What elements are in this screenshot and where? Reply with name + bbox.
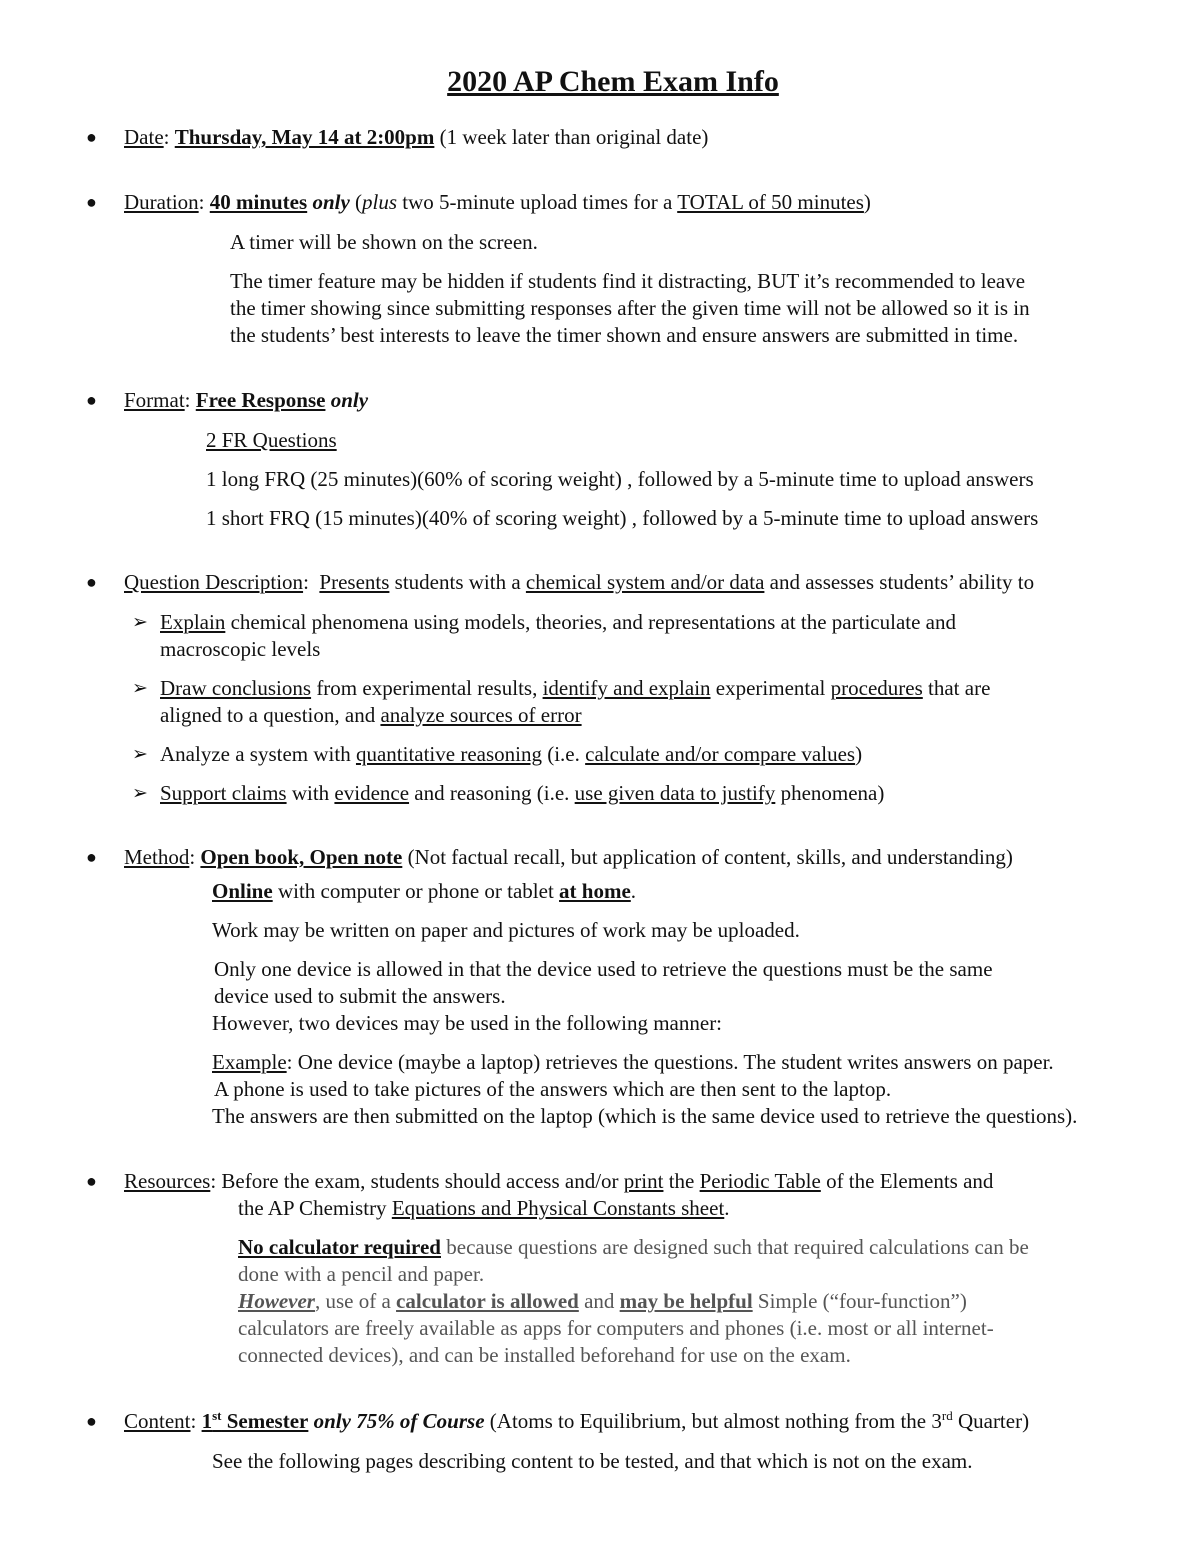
method-value: Open book, Open note [200,845,403,869]
date-label: Date [124,125,164,149]
item-key-term: evidence [334,781,410,805]
method-device-line: Only one device is allowed in that the device used to retrieve the questions must be the same [214,957,993,981]
resources-no-calculator: No calculator required [238,1235,441,1259]
content-semester-word: Semester [221,1409,309,1433]
item-key-term: calculate and/or compare values [585,742,856,766]
content-sup: st [212,1408,222,1423]
method-online: Online [212,879,273,903]
duration-line: Duration: 40 minutes only (plus two 5-minute upload times for a TOTAL of 50 minutes) [124,190,871,214]
resources-text: Simple (“four-function”) [752,1289,967,1313]
resources-print: print [623,1169,664,1193]
method-note: (Not factual recall, but application of content, skills, and understanding) [402,845,1013,869]
method-text: . [630,879,637,903]
item-text: Analyze a system with [160,742,356,766]
method-example-label: Example [212,1050,287,1074]
resources-line [124,1168,993,1195]
disc-bullet-icon: ● [86,572,97,592]
resources-text: the AP Chemistry [238,1196,392,1220]
content-sup: rd [941,1408,953,1423]
arrowhead-bullet-icon: ➢ [132,744,148,765]
disc-bullet-icon: ● [86,1171,97,1191]
item-key-term: Support claims [160,781,287,805]
item-key-term: identify and explain [542,676,711,700]
item-text: experimental [710,676,831,700]
resources-text: calculators are freely available as apps for computers and phones (i.e. most or all internet- [238,1316,994,1340]
date-value: Thursday, May 14 at 2:00pm [174,125,435,149]
question-presents: Presents [319,570,390,594]
item-text: with [286,781,335,805]
item-key-term: Draw conclusions [160,676,312,700]
item-text: (i.e. [541,742,586,766]
resources-text: the [663,1169,700,1193]
question-text: and assesses students’ ability to [764,570,1035,594]
format-label: Format [124,388,185,412]
item-text: from experimental results, [311,676,543,700]
question-item-draw [160,675,990,702]
date-note: (1 week later than original date) [439,125,709,149]
resources-text: , use of a [314,1289,397,1313]
arrowhead-bullet-icon: ➢ [132,612,148,633]
content-semester [202,1409,309,1433]
format-line: Format: Free Response only [124,388,369,412]
item-text: macroscopic levels [160,637,321,661]
item-key-term: procedures [830,676,923,700]
resources-calculator-allowed: calculator is allowed [396,1289,579,1313]
resources-however: However [238,1289,315,1313]
method-work-line: Work may be written on paper and pictures of work may be uploaded. [212,918,800,942]
disc-bullet-icon: ● [86,1411,97,1431]
content-line: Content: 1st Semester only 75% of Course (Atoms to Equilibrium, but almost nothing from the 3rd Quarter) [124,1408,1030,1433]
resources-text: of the Elements and [820,1169,994,1193]
duration-label: Duration [124,190,199,214]
resources-text: connected devices), and can be installed beforehand for use on the exam. [238,1343,851,1367]
format-subheading: 2 FR Questions [206,428,337,452]
item-text: that are [922,676,991,700]
date-line: Date: Thursday, May 14 at 2:00pm (1 week later than original date) [124,125,709,149]
question-item-explain [160,609,956,636]
method-online-line [212,878,636,905]
format-only: only [330,388,369,412]
content-only: only 75% of Course [308,1409,485,1433]
disc-bullet-icon: ● [86,192,97,212]
resources-label: Resources [124,1169,211,1193]
disc-bullet-icon: ● [86,390,97,410]
method-text: with computer or phone or tablet [272,879,560,903]
resources-however-line [238,1288,967,1315]
item-text: aligned to a question, and [160,703,381,727]
item-text: phenomena) [775,781,885,805]
disc-bullet-icon: ● [86,847,97,867]
method-example-line: A phone is used to take pictures of the answers which are then sent to the laptop. [214,1077,892,1101]
question-item-draw-line2 [160,702,582,729]
resources-text: done with a pencil and paper. [238,1262,485,1286]
resources-text: and [578,1289,620,1313]
item-text: chemical phenomena using models, theories, and representations at the particulate and [225,610,956,634]
item-text: ) [855,742,863,766]
content-label: Content [124,1409,191,1433]
item-key-term: analyze sources of error [380,703,582,727]
question-label: Question Description [124,570,304,594]
item-key-term: use given data to justify [574,781,776,805]
format-text-line: 1 long FRQ (25 minutes)(60% of scoring weight) , followed by a 5-minute time to upload answers [206,467,1034,491]
content-text-line: See the following pages describing content to be tested, and that which is not on the exam. [212,1449,973,1473]
duration-value: 40 minutes [209,190,308,214]
format-text-line: 1 short FRQ (15 minutes)(40% of scoring weight) , followed by a 5-minute time to upload answers [206,506,1039,530]
method-text: : One device (maybe a laptop) retrieves the questions. The student writes answers on paper. [286,1050,1054,1074]
question-item-support [160,780,884,807]
resources-text: : Before the exam, students should access and/or [210,1169,624,1193]
content-text: Quarter) [952,1409,1030,1433]
question-system: chemical system and/or data [525,570,765,594]
duration-text-line: the students’ best interests to leave the timer shown and ensure answers are submitted in time. [230,323,1019,347]
paren: ( [355,190,363,214]
method-device-line: However, two devices may be used in the following manner: [212,1011,723,1035]
method-at-home: at home [559,879,631,903]
question-text: students with a [389,570,526,594]
question-line: Question Description: Presents students with a chemical system and/or data and assesses students’ ability to [124,570,1035,594]
resources-may-be-helpful: may be helpful [619,1289,753,1313]
item-text: and reasoning (i.e. [409,781,575,805]
duration-text-line: the timer showing since submitting responses after the given time will not be allowed so it is in [230,296,1030,320]
resources-sheet: Equations and Physical Constants sheet [391,1196,725,1220]
resources-text: because questions are designed such that required calculations can be [441,1235,1029,1259]
resources-line2 [238,1195,730,1222]
item-key-term: quantitative reasoning [355,742,542,766]
duration-only: only [312,190,350,214]
duration-text-line: A timer will be shown on the screen. [230,230,538,254]
method-device-line: device used to submit the answers. [214,984,506,1008]
page-title: 2020 AP Chem Exam Info [447,65,779,98]
resources-text: . [724,1196,730,1220]
paren: ) [863,190,871,214]
item-key-term: Explain [160,610,226,634]
content-text: (Atoms to Equilibrium, but almost nothing from the 3 [484,1409,942,1433]
question-item-analyze [160,741,862,768]
content-first: 1 [201,1409,213,1433]
duration-mid: two 5-minute upload times for a [397,190,678,214]
method-label: Method [124,845,190,869]
format-value: Free Response [195,388,326,412]
duration-total: TOTAL of 50 minutes [677,190,864,214]
method-example-line [212,1049,1054,1076]
resources-nocalc-line [238,1234,1029,1261]
duration-text-line: The timer feature may be hidden if students find it distracting, BUT it’s recommended to leave [230,269,1026,293]
method-example-line: The answers are then submitted on the laptop (which is the same device used to retrieve the questions). [212,1104,1078,1128]
disc-bullet-icon: ● [86,127,97,147]
duration-plus: plus [362,190,398,214]
resources-periodic-table: Periodic Table [699,1169,821,1193]
arrowhead-bullet-icon: ➢ [132,678,148,699]
arrowhead-bullet-icon: ➢ [132,783,148,804]
method-line: Method: Open book, Open note (Not factual recall, but application of content, skills, and understanding) [124,845,1013,869]
